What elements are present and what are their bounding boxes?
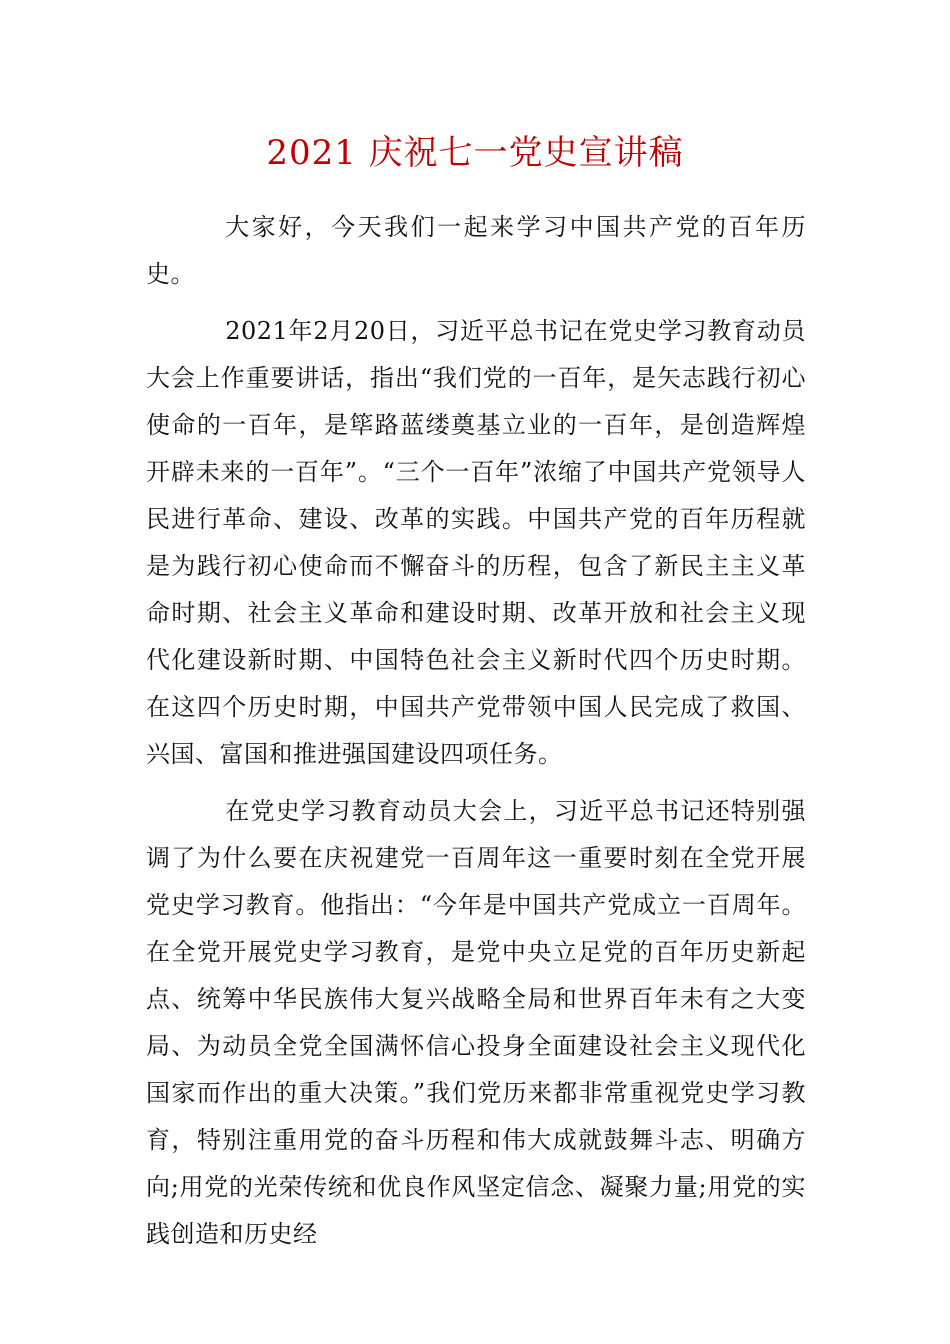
paragraph-education-importance: 在党史学习教育动员大会上，习近平总书记还特别强调了为什么要在庆祝建党一百周年这一重要时刻在全党开展党史学习教育。他指出：“今年是中国共产党成立一百周年。在全党开展党史学习教育，是党中央立足党的百年历史新起点、统筹中华民族伟大复兴战略全局和世界百年未有之大变局、为动员全党全国满怀信心投身全面建设社会主义现代化国家而作出的重大决策。”我们党历来都非常重视党史学习教育，特别注重用党的奋斗历程和伟大成就鼓舞斗志、明确方向;用党的光荣传统和优良作风坚定信念、凝聚力量;用党的实践创造和历史经	[146, 797, 806, 1248]
document-body	[146, 204, 806, 1268]
paragraph-greeting: 大家好，今天我们一起来学习中国共产党的百年历史。	[146, 213, 806, 288]
paragraph-history-overview: 2021年2月20日，习近平总书记在党史学习教育动员大会上作重要讲话，指出“我们党的一百年，是矢志践行初心使命的一百年，是筚路蓝缕奠基立业的一百年，是创造辉煌开辟未来的一百年”。“三个一百年”浓缩了中国共产党领导人民进行革命、建设、改革的实践。中国共产党的百年历程就是为践行初心使命而不懈奋斗的历程，包含了新民主主义革命时期、社会主义革命和建设时期、改革开放和社会主义现代化建设新时期、中国特色社会主义新时代四个历史时期。在这四个历史时期，中国共产党带领中国人民完成了救国、兴国、富国和推进强国建设四项任务。	[146, 317, 806, 768]
page-title: 2021 庆祝七一党史宣讲稿	[266, 133, 684, 173]
